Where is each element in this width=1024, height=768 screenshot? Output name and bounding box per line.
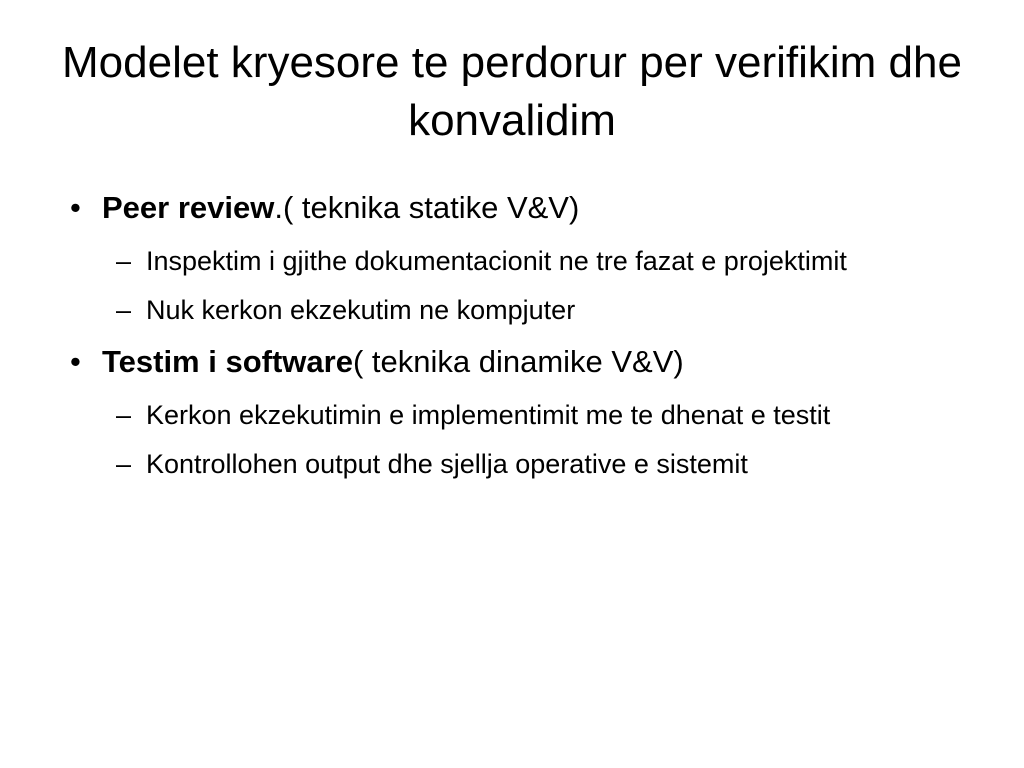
bullet-lead-text: Testim i software <box>102 344 353 379</box>
bullet-item-testim <box>70 342 970 382</box>
dash-icon: – <box>116 246 132 276</box>
dash-icon: – <box>116 449 132 479</box>
sub-bullet-text: Nuk kerkon ekzekutim ne kompjuter <box>146 295 576 325</box>
sub-bullet-text: Inspektim i gjithe dokumentacionit ne tre fazat e projektimit <box>146 246 847 276</box>
sub-bullet-item <box>70 398 970 433</box>
bullet-rest-text: ( teknika dinamike V&V) <box>352 344 684 379</box>
sub-bullet-text: Kontrollohen output dhe sjellja operative e sistemit <box>146 449 748 479</box>
bullet-rest-text: .( teknika statike V&V) <box>274 190 580 225</box>
sub-bullet-item <box>70 244 970 279</box>
sub-bullet-item <box>70 293 970 328</box>
bullet-icon: • <box>70 190 81 225</box>
bullet-lead-text: Peer review <box>102 190 275 225</box>
slide-body <box>70 188 970 496</box>
bullet-item-peer-review <box>70 188 970 228</box>
sub-bullet-text: Kerkon ekzekutimin e implementimit me te dhenat e testit <box>146 400 831 430</box>
dash-icon: – <box>116 295 132 325</box>
dash-icon: – <box>116 400 132 430</box>
sub-bullet-item <box>70 447 970 482</box>
slide-title: Modelet kryesore te perdorur per verifikim dhe konvalidim <box>62 38 962 145</box>
bullet-icon: • <box>70 344 81 379</box>
